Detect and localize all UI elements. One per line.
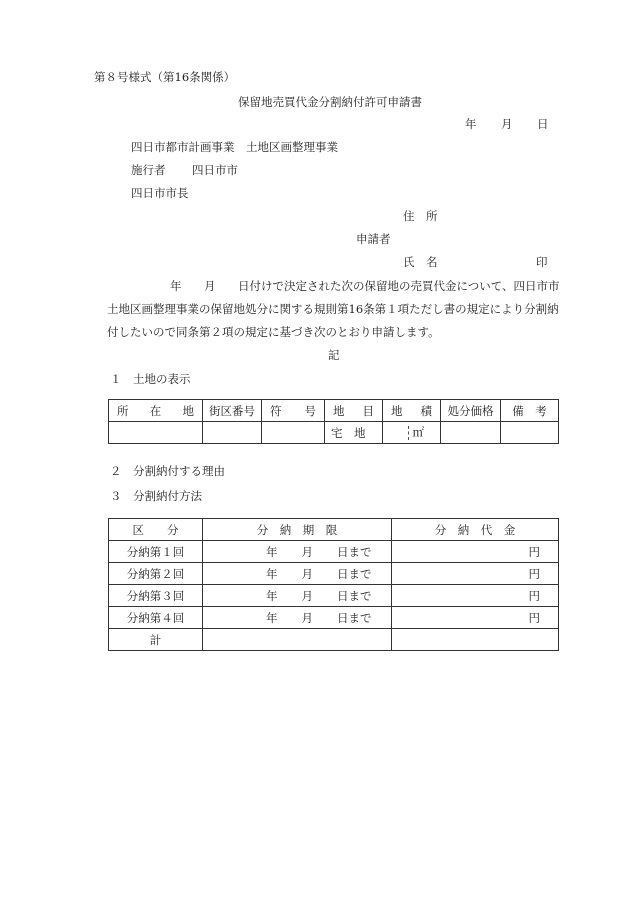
address-label: 住 所 bbox=[403, 209, 438, 223]
decimal-divider bbox=[408, 426, 409, 440]
cell-area[interactable] bbox=[383, 422, 441, 444]
header-block-number: 街区番号 bbox=[203, 400, 262, 422]
payment-row-amount[interactable]: 円 bbox=[392, 607, 559, 629]
header-deadline: 分 納 期 限 bbox=[203, 519, 392, 541]
payment-row-label: 分納第２回 bbox=[109, 563, 203, 585]
project-name: 四日市都市計画事業 土地区画整理事業 bbox=[131, 140, 338, 154]
payment-row-label: 分納第３回 bbox=[109, 585, 203, 607]
payment-table bbox=[108, 518, 559, 651]
land-table bbox=[108, 399, 559, 444]
total-deadline-cell[interactable] bbox=[203, 629, 392, 651]
header-category: 区 分 bbox=[109, 519, 203, 541]
land-table-row bbox=[109, 422, 559, 444]
payment-row-label: 分納第１回 bbox=[109, 541, 203, 563]
payment-total-row bbox=[109, 629, 559, 651]
payment-row-deadline[interactable]: 年 月 日まで bbox=[203, 563, 392, 585]
payment-row-deadline[interactable]: 年 月 日まで bbox=[203, 541, 392, 563]
header-remarks: 備 考 bbox=[501, 400, 559, 422]
area-unit: ㎡ bbox=[412, 425, 424, 439]
header-area: 地 積 bbox=[383, 400, 441, 422]
header-land-category: 地 目 bbox=[325, 400, 383, 422]
total-label: 計 bbox=[109, 629, 203, 651]
section-3-number: ３ bbox=[110, 489, 122, 503]
section-1-label: 土地の表示 bbox=[133, 372, 191, 386]
executor-name: 四日市市 bbox=[192, 163, 238, 177]
executor-label: 施行者 bbox=[131, 163, 166, 177]
section-1-number: １ bbox=[110, 372, 122, 386]
payment-table-header bbox=[109, 519, 559, 541]
cell-location[interactable] bbox=[109, 422, 203, 444]
payment-row-amount[interactable]: 円 bbox=[392, 541, 559, 563]
body-line-3: 付したいので同条第２項の規定に基づき次のとおり申請します。 bbox=[107, 325, 440, 339]
cell-code[interactable] bbox=[262, 422, 325, 444]
total-amount-cell[interactable] bbox=[392, 629, 559, 651]
payment-row bbox=[109, 607, 559, 629]
cell-block-number[interactable] bbox=[203, 422, 262, 444]
document-title: 保留地売買代金分割納付許可申請書 bbox=[238, 95, 422, 109]
payment-row-amount[interactable]: 円 bbox=[392, 585, 559, 607]
section-2-number: ２ bbox=[110, 464, 122, 478]
date-year-label: 年 bbox=[465, 117, 477, 131]
body-month: 月 bbox=[204, 279, 216, 293]
form-number: 第８号様式（第16条関係） bbox=[94, 70, 236, 84]
date-month-label: 月 bbox=[501, 117, 513, 131]
payment-row-deadline[interactable]: 年 月 日まで bbox=[203, 607, 392, 629]
payment-row bbox=[109, 585, 559, 607]
date-day-label: 日 bbox=[537, 117, 549, 131]
applicant-label: 申請者 bbox=[356, 232, 391, 246]
ki-heading: 記 bbox=[328, 348, 340, 362]
cell-price[interactable] bbox=[441, 422, 501, 444]
cell-remarks[interactable] bbox=[501, 422, 559, 444]
section-2-label: 分割納付する理由 bbox=[133, 464, 225, 478]
header-amount: 分 納 代 金 bbox=[392, 519, 559, 541]
payment-row-label: 分納第４回 bbox=[109, 607, 203, 629]
cell-land-category: 宅 地 bbox=[325, 422, 383, 444]
section-3-label: 分割納付方法 bbox=[133, 489, 202, 503]
body-year: 年 bbox=[170, 279, 182, 293]
payment-row-deadline[interactable]: 年 月 日まで bbox=[203, 585, 392, 607]
header-code: 符 号 bbox=[262, 400, 325, 422]
seal-label: 印 bbox=[536, 255, 548, 269]
body-line-1: 日付けで決定された次の保留地の売買代金について、四日市市 bbox=[238, 279, 560, 293]
header-location: 所 在 地 bbox=[109, 400, 203, 422]
payment-row bbox=[109, 563, 559, 585]
body-line-2: 土地区画整理事業の保留地処分に関する規則第16条第１項ただし書の規定により分割納 bbox=[107, 302, 559, 316]
land-table-header bbox=[109, 400, 559, 422]
mayor-addressee: 四日市市長 bbox=[131, 186, 189, 200]
payment-row-amount[interactable]: 円 bbox=[392, 563, 559, 585]
payment-row bbox=[109, 541, 559, 563]
name-label: 氏 名 bbox=[403, 255, 438, 269]
header-price: 処分価格 bbox=[441, 400, 501, 422]
